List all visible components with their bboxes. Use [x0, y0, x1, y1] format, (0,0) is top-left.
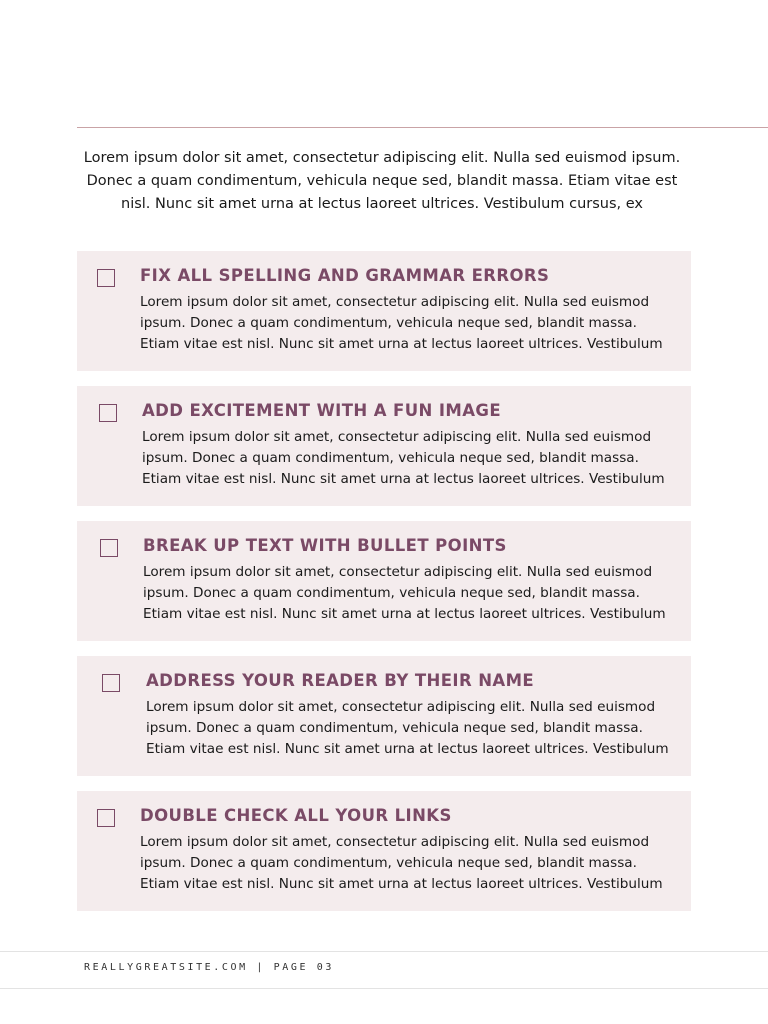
- intro-paragraph: Lorem ipsum dolor sit amet, consectetur adipiscing elit. Nulla sed euismod ipsum. Donec a quam condimentum, vehicula neque sed, blandit massa. Etiam vitae est nisl. Nunc sit amet urna at lectus laoreet ultrices. Vestibulum cursus, ex: [83, 150, 681, 212]
- checklist-item-image: [77, 386, 691, 506]
- checklist-item-reader-name: [77, 656, 691, 776]
- checklist-item-bullets: [77, 521, 691, 641]
- checklist-item-description: Lorem ipsum dolor sit amet, consectetur adipiscing elit. Nulla sed euismod ipsum. Donec a quam condimentum, vehicula neque sed, blandit massa. Etiam vitae est nisl. Nunc sit amet urna at lectus laoreet ultrices. Vestibulum: [140, 834, 663, 892]
- header-divider: [77, 127, 768, 128]
- footer-divider-bottom: [0, 988, 768, 989]
- checkbox[interactable]: [102, 674, 120, 692]
- checklist-item-description: Lorem ipsum dolor sit amet, consectetur adipiscing elit. Nulla sed euismod ipsum. Donec a quam condimentum, vehicula neque sed, blandit massa. Etiam vitae est nisl. Nunc sit amet urna at lectus laoreet ultrices. Vestibulum: [143, 564, 666, 622]
- footer-divider-top: [0, 951, 768, 952]
- checkbox[interactable]: [97, 809, 115, 827]
- checkbox[interactable]: [99, 404, 117, 422]
- checkbox[interactable]: [100, 539, 118, 557]
- checklist-item-description: Lorem ipsum dolor sit amet, consectetur adipiscing elit. Nulla sed euismod ipsum. Donec a quam condimentum, vehicula neque sed, blandit massa. Etiam vitae est nisl. Nunc sit amet urna at lectus laoreet ultrices. Vestibulum: [142, 429, 665, 487]
- checkbox[interactable]: [97, 269, 115, 287]
- checklist-item-description: Lorem ipsum dolor sit amet, consectetur adipiscing elit. Nulla sed euismod ipsum. Donec a quam condimentum, vehicula neque sed, blandit massa. Etiam vitae est nisl. Nunc sit amet urna at lectus laoreet ultrices. Vestibulum: [146, 699, 669, 757]
- checklist-item-title: DOUBLE CHECK ALL YOUR LINKS: [140, 806, 452, 825]
- checklist-item-spelling: [77, 251, 691, 371]
- checklist-item-description: Lorem ipsum dolor sit amet, consectetur adipiscing elit. Nulla sed euismod ipsum. Donec a quam condimentum, vehicula neque sed, blandit massa. Etiam vitae est nisl. Nunc sit amet urna at lectus laoreet ultrices. Vestibulum: [140, 294, 663, 352]
- footer-site-page: REALLYGREATSITE.COM | PAGE 03: [84, 962, 334, 973]
- checklist-item-links: [77, 791, 691, 911]
- checklist-item-title: ADD EXCITEMENT WITH A FUN IMAGE: [142, 401, 502, 420]
- checklist-item-title: ADDRESS YOUR READER BY THEIR NAME: [146, 671, 535, 690]
- checklist-item-title: FIX ALL SPELLING AND GRAMMAR ERRORS: [140, 266, 550, 285]
- checklist-item-title: BREAK UP TEXT WITH BULLET POINTS: [143, 536, 507, 555]
